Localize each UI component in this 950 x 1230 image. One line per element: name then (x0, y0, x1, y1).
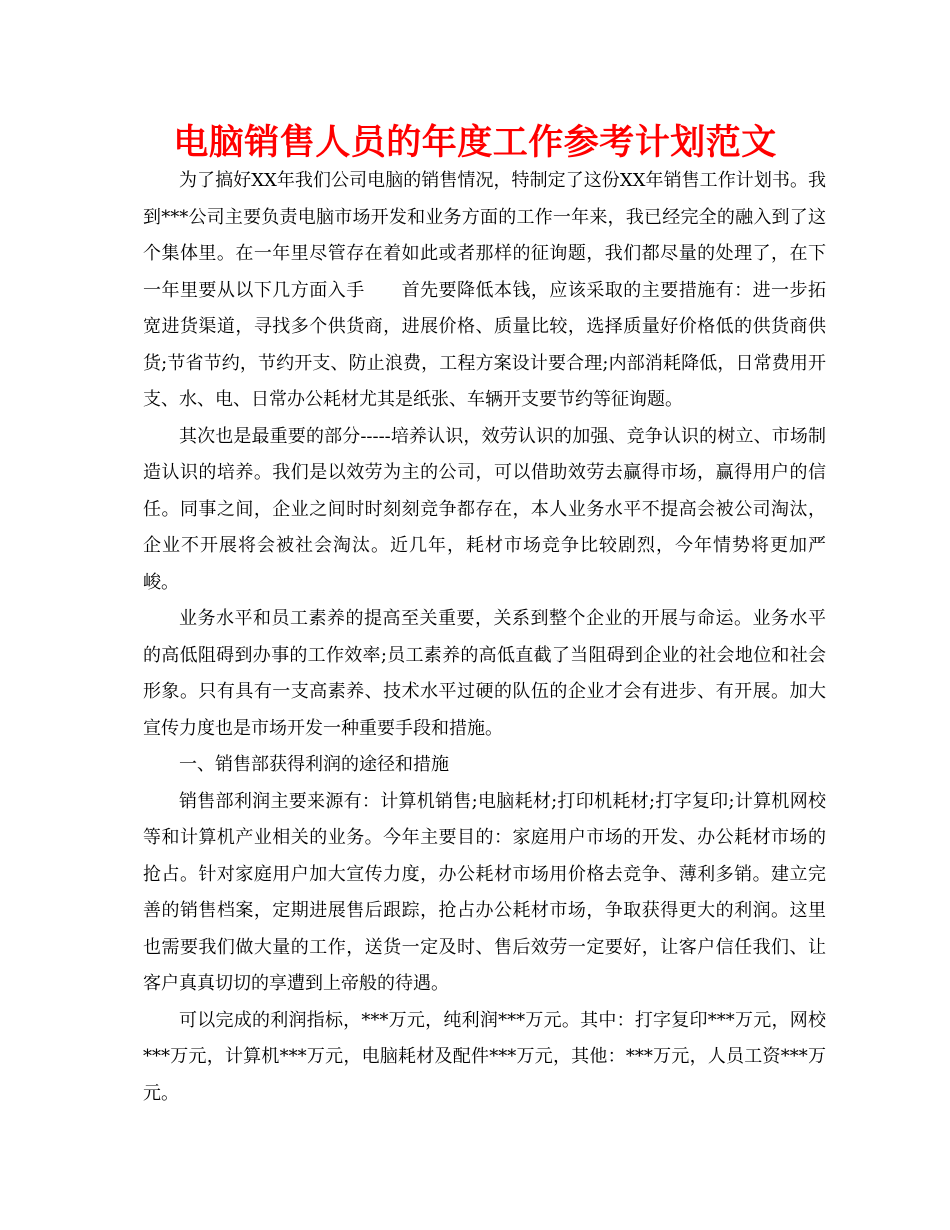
document-body (143, 163, 826, 1112)
paragraph-intro-and-cost-reduction: 为了搞好XX年我们公司电脑的销售情况，特制定了这份XX年销售工作计划书。我到***公司主要负责电脑市场开发和业务方面的工作一年来，我已经完全的融入到了这个集体里。在一年里尽管存在着如此或者那样的征询题，我们都尽量的处理了，在下一年里要从以下几方面入手 首先要降低本钱，应该采取的主要措施有：进一步拓宽进货渠道，寻找多个供货商，进展价格、质量比较，选择质量好价格低的供货商供货;节省节约，节约开支、防止浪费，工程方案设计要合理;内部消耗降低，日常费用开支、水、电、日常办公耗材尤其是纸张、车辆开支要节约等征询题。 (143, 170, 826, 410)
paragraph-service-awareness: 其次也是最重要的部分-----培养认识，效劳认识的加强、竞争认识的树立、市场制造认识的培养。我们是以效劳为主的公司，可以借助效劳去赢得市场，赢得用户的信任。同事之间，企业之间时时刻刻竞争都存在，本人业务水平不提高会被公司淘汰，企业不开展将会被社会淘汰。近几年，耗材市场竞争比较剧烈，今年情势将更加严峻。 (143, 425, 826, 593)
paragraph-staff-quality: 业务水平和员工素养的提高至关重要，关系到整个企业的开展与命运。业务水平的高低阻碍到办事的工作效率;员工素养的高低直截了当阻碍到企业的社会地位和社会形象。只有具有一支高素养、技术水平过硬的队伍的企业才会有进步、有开展。加大宣传力度也是市场开发一种重要手段和措施。 (143, 608, 826, 739)
paragraph-profit-sources: 销售部利润主要来源有：计算机销售;电脑耗材;打印机耗材;打字复印;计算机网校等和计算机产业相关的业务。今年主要目的：家庭用户市场的开发、办公耗材市场的抢占。针对家庭用户加大宣传力度，办公耗材市场用价格去竞争、薄利多销。建立完善的销售档案，定期进展售后跟踪，抢占办公耗材市场，争取获得更大的利润。这里也需要我们做大量的工作，送货一定及时、售后效劳一定要好，让客户信任我们、让客户真真切切的享遭到上帝般的待遇。 (143, 790, 826, 994)
paragraph-profit-targets: 可以完成的利润指标，***万元，纯利润***万元。其中：打字复印***万元，网校***万元，计算机***万元，电脑耗材及配件***万元，其他：***万元，人员工资***万元。 (143, 1009, 826, 1104)
section-heading-profit-channels: 一、销售部获得利润的途径和措施 (179, 754, 449, 775)
document-title: 电脑销售人员的年度工作参考计划范文 (173, 123, 777, 163)
